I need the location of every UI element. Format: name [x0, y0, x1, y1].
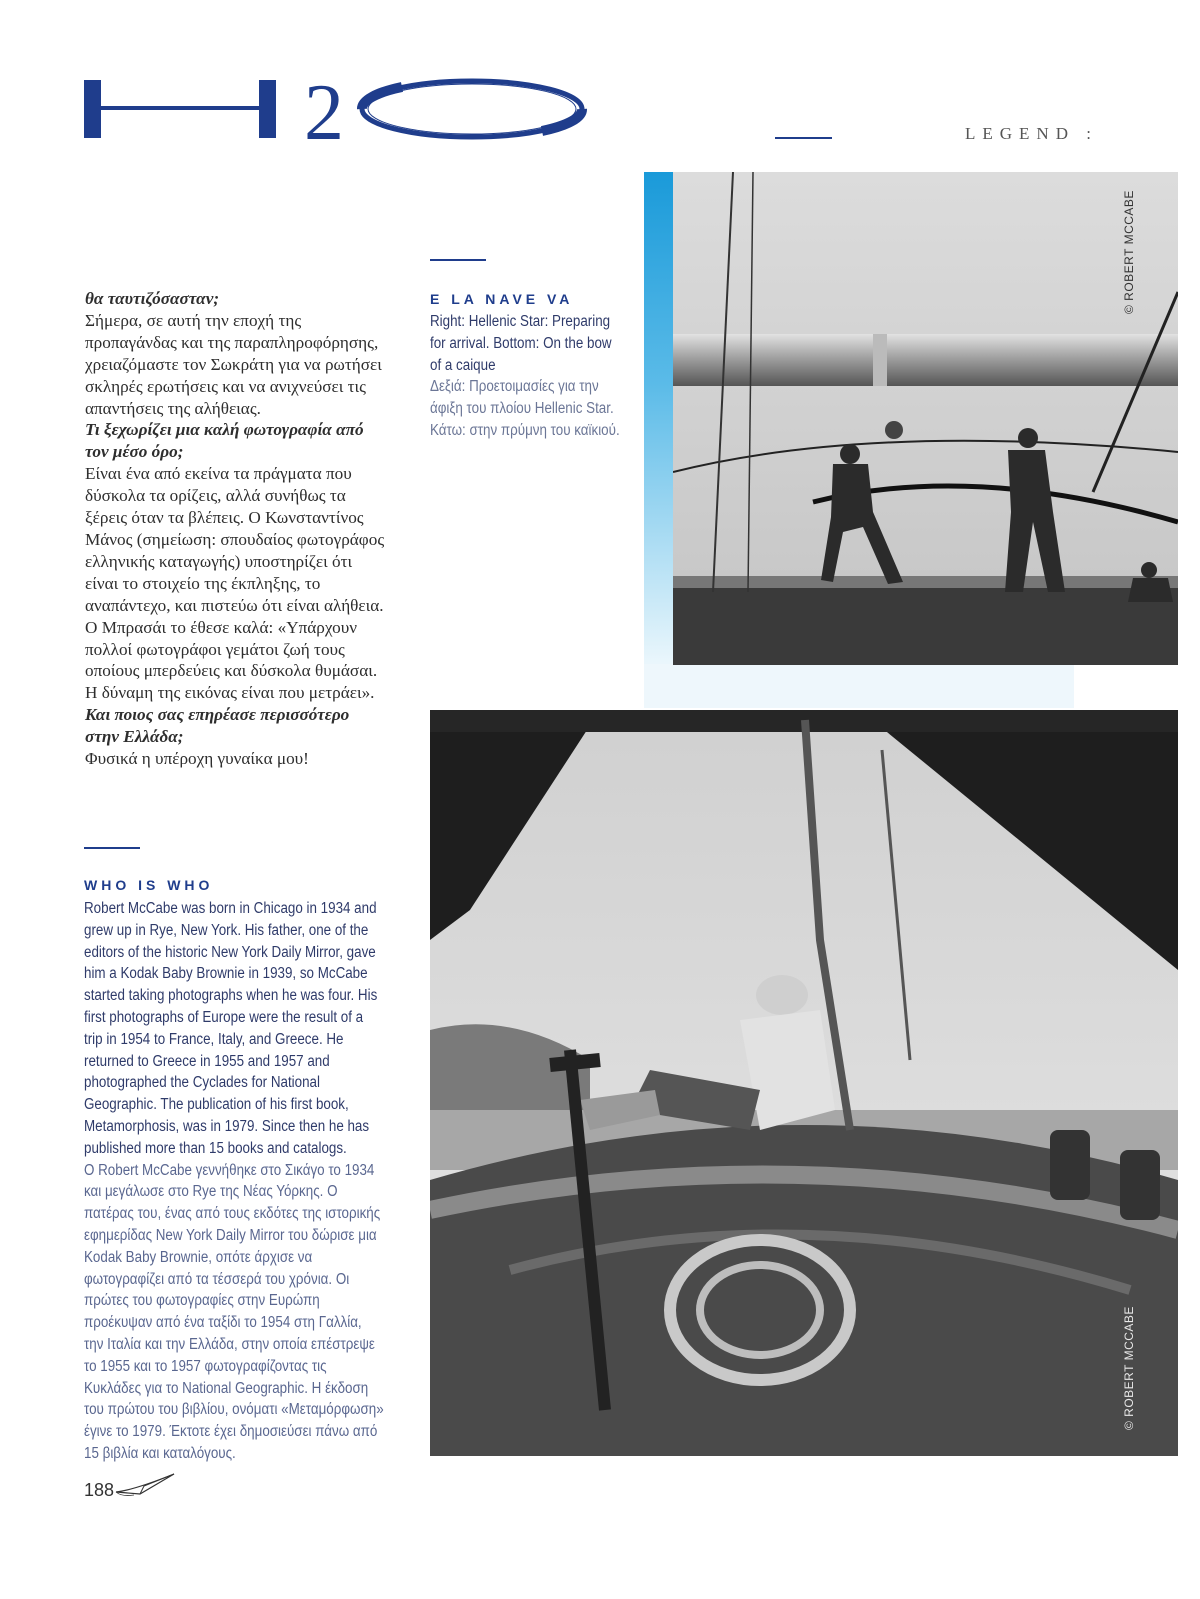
who-is-who-heading: WHO IS WHO — [84, 877, 214, 893]
interview-answer: Σήμερα, σε αυτή την εποχή της προπαγάνδας και της παραπληροφόρησης, χρειαζόμαστε τον Σωκράτη για να ρωτήσει σκληρές ερωτήσεις και να ανιχνεύσει τις απαντήσεις της αλήθειας. — [85, 310, 382, 418]
blue-haze — [644, 664, 1074, 708]
header-rule — [775, 137, 832, 139]
interview-question: θα ταυτιζόσασταν; — [85, 289, 220, 308]
h2o-logo — [82, 78, 602, 148]
bio-greek: Ο Robert McCabe γεννήθηκε στο Σικάγο το 1934 και μεγάλωσε στο Rye της Νέας Υόρκης. Ο πατέρας του, ένας από τους εκδότες της ιστορικής εφημερίδας New York Daily Mirror του δώρισε μια Kodak Baby Brownie, οπότε άρχισε να φωτογραφίζει από τα τέσσερά του χρόνια. Οι πρώτες του φωτογραφίες στην Ευρώπη προέκυψαν από ένα ταξίδι το 1954 στη Γαλλία, την Ιταλία και την Ελλάδα, στην οποία επέστρεψε το 1955 και το 1957 φωτογραφίζοντας τις Κυκλάδες για το National Geographic. Η έκδοση του πρώτου του βιβλίου, ονόματι «Μεταμόρφωση» έγινε το 1979. Έκτοτε έχει δημοσιεύσει πάνω από 15 βιβλία και καταλόγους. — [84, 1161, 384, 1462]
caption-greek: Δεξιά: Προετοιμασίες για την άφιξη του πλοίου Hellenic Star. Κάτω: στην πρύμνη του καϊκιού. — [430, 378, 620, 439]
section-label: LEGEND : — [965, 124, 1098, 143]
interview-answer: Φυσικά η υπέροχη γυναίκα μου! — [85, 749, 309, 769]
interview-text — [85, 288, 385, 770]
paper-plane-icon — [114, 1472, 176, 1498]
interview-answer: Είναι ένα από εκείνα τα πράγματα που δύσκολα τα ορίζεις, αλλά συνήθως τα ξέρεις όταν τα βλέπεις. Ο Κωνσταντίνος Μάνος (σημείωση: σπουδαίος φωτογράφος ελληνικής καταγωγής) υποστηρίζει ότι είναι το στοιχείο της έκπληξης, το αναπάντεχο, και πιστεύω ότι είναι αλήθεια. Ο Μπρασάι το έθεσε καλά: «Υπάρχουν πολλοί φωτογράφοι γεμάτοι ζωή τους οποίους μπερδεύεις και δύσκολα θυμάσαι. Η δύναμη της εικόνας είναι που μετράει». — [85, 464, 385, 703]
photo-caique-bow — [430, 710, 1178, 1456]
caption-rule — [430, 259, 486, 261]
photo-credit-bottom: © ROBERT MCCABE — [1122, 1306, 1136, 1430]
svg-text:2: 2 — [304, 78, 344, 148]
blue-accent-bar — [644, 172, 674, 704]
who-is-who-body — [84, 898, 384, 1465]
bio-english: Robert McCabe was born in Chicago in 1934 and grew up in Rye, New York. His father, one of the editors of the historic New York Daily Mirror, gave him a Kodak Baby Brownie in 1939, so McCabe started taking photographs when he was four. His first photographs of Europe were the result of a trip in 1954 to France, Italy, and Greece. He returned to Greece in 1955 and 1957 and photographed the Cyclades for National Geographic. The publication of his first book, Metamorphosis, was in 1979. Since then he has published more than 15 books and catalogs. — [84, 900, 378, 1157]
caption-heading: E LA NAVE VA — [430, 291, 574, 307]
logo-text: H2O — [82, 78, 84, 79]
photo-credit-top: © ROBERT MCCABE — [1122, 190, 1136, 314]
interview-question: Και ποιος σας επηρέασε περισσότερο στην Ελλάδα; — [85, 705, 350, 747]
interview-question: Τι ξεχωρίζει μια καλή φωτογραφία από τον μέσο όρο; — [85, 420, 364, 462]
caption-english: Right: Hellenic Star: Preparing for arrival. Bottom: On the bow of a caique — [430, 313, 612, 374]
page-number: 188 — [84, 1480, 115, 1500]
section-rule — [84, 847, 140, 849]
photo-hellenic-star — [673, 172, 1178, 665]
photo-caption — [430, 311, 620, 442]
